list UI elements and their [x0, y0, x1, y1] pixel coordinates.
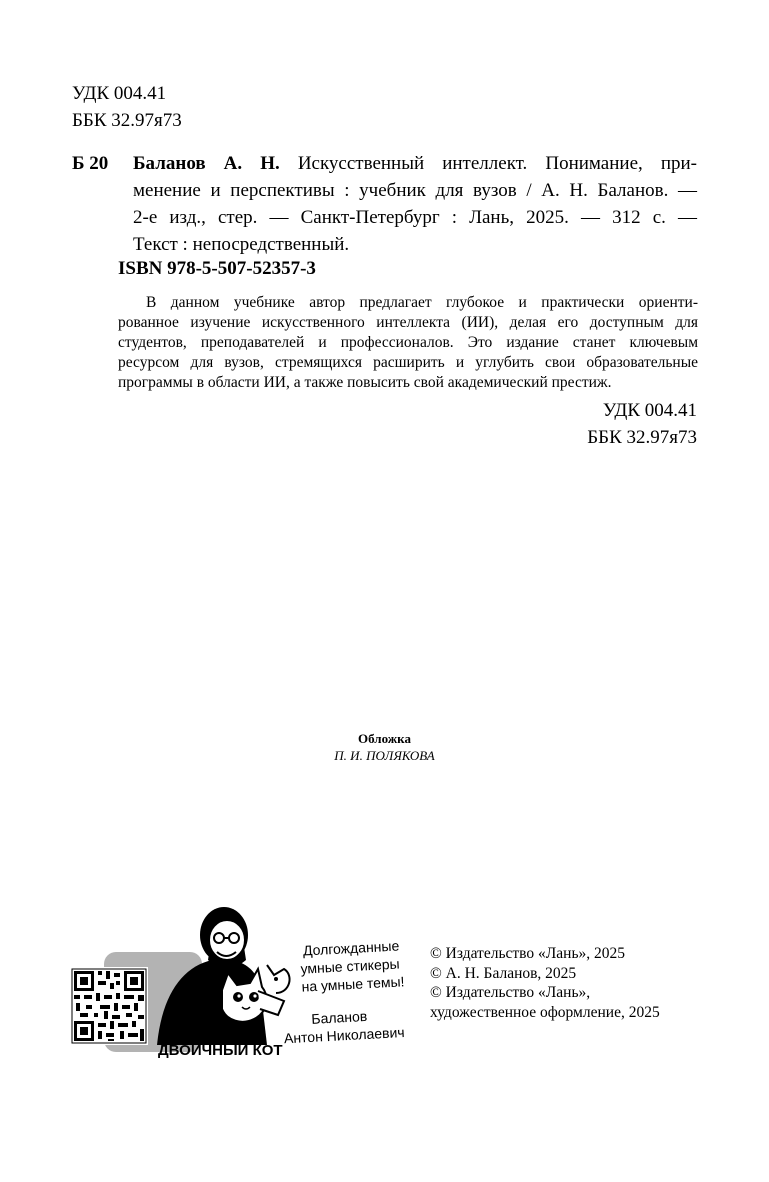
sticker-promo-block	[62, 905, 422, 1065]
abstract-line: рованное изучение искусственного интеллекта (ИИ), делая его доступным для	[118, 314, 698, 331]
sticker-author-name: Антон Николаевич	[283, 1024, 405, 1047]
isbn: ISBN 978-5-507-52357-3	[118, 258, 316, 279]
tagline-line-2: умные стикеры	[300, 955, 400, 977]
copyright-line: художественное оформление, 2025	[430, 1003, 660, 1021]
entry-author: Баланов А. Н.	[133, 153, 280, 174]
entry-title-start: Искусственный интеллект. Понимание, при-	[297, 153, 697, 174]
author-mark: Б 20	[72, 153, 109, 174]
abstract-line: В данном учебнике автор предлагает глубокое и практически ориенти-	[146, 294, 698, 311]
abstract-line: студентов, преподавателей и профессионалов. Это издание станет ключевым	[118, 334, 698, 351]
udk-code: УДК 004.41	[602, 400, 697, 421]
tagline-line-3: на умные темы!	[301, 973, 405, 995]
copyright-line: © Издательство «Лань»,	[430, 984, 591, 1001]
tagline-line-1: Долгожданные	[302, 937, 400, 959]
entry-line-2: менение и перспективы : учебник для вузов / А. Н. Баланов. —	[133, 180, 697, 201]
entry-line-3: 2-е изд., стер. — Санкт-Петербург : Лань, 2025. — 312 с. —	[133, 207, 697, 228]
bbk-code: ББК 32.97я73	[72, 110, 182, 131]
classification-codes-bottom	[587, 397, 697, 451]
bibliographic-entry	[133, 150, 697, 258]
cover-label: Обложка	[358, 731, 411, 746]
copyright-line: © Издательство «Лань», 2025	[430, 945, 626, 962]
brand-name: ДВОИЧНЫЙ КОТ	[158, 1042, 283, 1059]
classification-codes-top	[72, 80, 182, 134]
abstract	[118, 293, 698, 393]
abstract-line: программы в области ИИ, а также повысить свой академический престиж.	[118, 374, 612, 391]
bbk-code: ББК 32.97я73	[587, 427, 697, 448]
entry-line-4: Текст : непосредственный.	[133, 234, 350, 255]
abstract-line: ресурсом для вузов, стремящихся расширить и углубить свои образовательные	[118, 354, 698, 371]
copyright-line: © А. Н. Баланов, 2025	[430, 964, 577, 982]
udk-code: УДК 004.41	[72, 83, 167, 104]
copyright-block	[430, 944, 660, 1022]
cover-designer: П. И. ПОЛЯКОВА	[334, 748, 435, 763]
sticker-author-surname: Баланов	[311, 1007, 368, 1027]
